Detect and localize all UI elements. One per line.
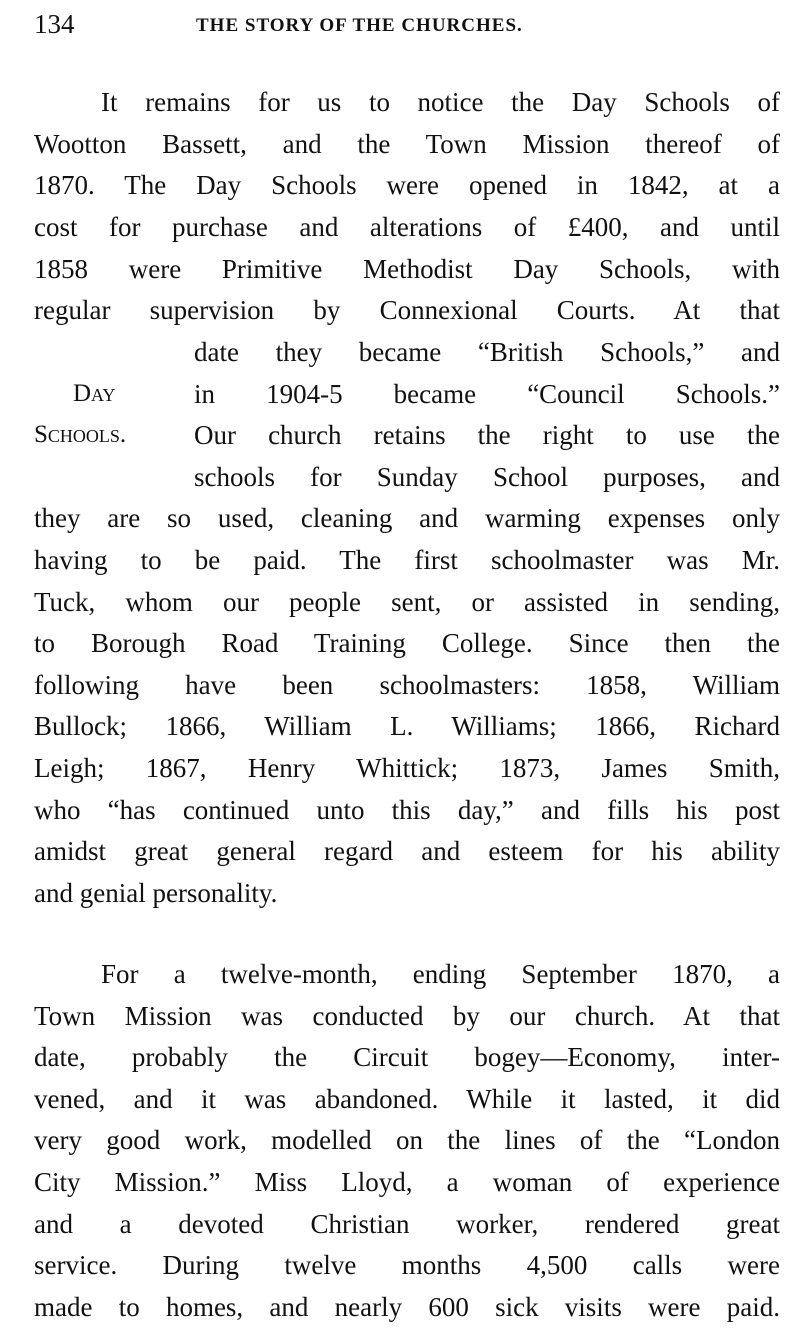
text-line: in 1904-5 became “Council Schools.”	[194, 379, 780, 409]
text-line: they are so used, cleaning and warming expenses only	[34, 503, 780, 533]
text-line: schools for Sunday School purposes, and	[194, 462, 780, 492]
text-line: very good work, modelled on the lines of the “London	[34, 1125, 780, 1155]
text-line: Our church retains the right to use the	[194, 420, 780, 450]
text-line: and genial personality.	[34, 878, 278, 908]
text-line: following have been schoolmasters: 1858, William	[34, 670, 780, 700]
text-line: 1870. The Day Schools were opened in 1842, at a	[34, 170, 780, 200]
text-line: City Mission.” Miss Lloyd, a woman of experience	[34, 1167, 780, 1197]
text-line: having to be paid. The first schoolmaster was Mr.	[34, 545, 780, 575]
text-line: service. During twelve months 4,500 calls were	[34, 1250, 780, 1280]
text-line: Bullock; 1866, William L. Williams; 1866, Richard	[34, 711, 780, 741]
text-line: regular supervision by Connexional Courts. At that	[34, 295, 780, 325]
text-line: It remains for us to notice the Day Schools of	[101, 87, 780, 117]
text-line: Town Mission was conducted by our church. At that	[34, 1001, 780, 1031]
text-line: Tuck, whom our people sent, or assisted in sending,	[34, 587, 780, 617]
text-line: Wootton Bassett, and the Town Mission thereof of	[34, 129, 780, 159]
text-line: 1858 were Primitive Methodist Day Schools, with	[34, 254, 780, 284]
text-line: vened, and it was abandoned. While it lasted, it did	[34, 1084, 780, 1114]
text-line: cost for purchase and alterations of £400, and until	[34, 212, 780, 242]
text-line: who “has continued unto this day,” and fills his post	[34, 795, 780, 825]
text-line: to Borough Road Training College. Since then the	[34, 628, 780, 658]
text-line: and a devoted Christian worker, rendered great	[34, 1209, 780, 1239]
running-head	[34, 6, 774, 42]
text-line: made to homes, and nearly 600 sick visits were paid.	[34, 1292, 780, 1322]
text-line: date, probably the Circuit bogey—Economy, inter-	[34, 1042, 780, 1072]
margin-note-day: Day	[73, 380, 116, 407]
text-line: Leigh; 1867, Henry Whittick; 1873, James Smith,	[34, 753, 780, 783]
running-title: THE STORY OF THE CHURCHES.	[196, 15, 523, 36]
text-line: For a twelve-month, ending September 1870, a	[101, 959, 780, 989]
text-line: date they became “British Schools,” and	[194, 337, 780, 367]
text-line: amidst great general regard and esteem for his ability	[34, 836, 780, 866]
margin-note-schools: Schools.	[34, 421, 127, 448]
page-number: 134	[34, 9, 75, 39]
